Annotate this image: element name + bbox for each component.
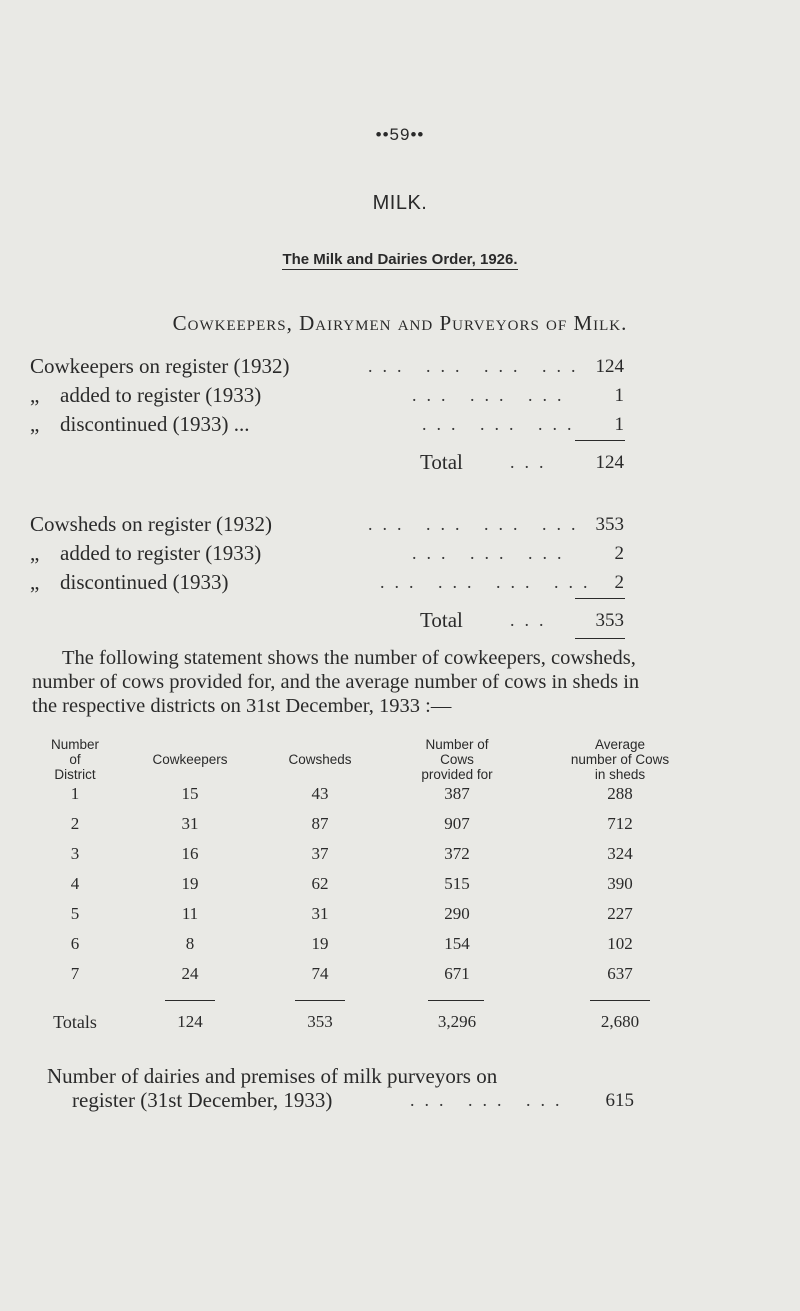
cowkeepers-row-value: 1 [614, 414, 624, 435]
cowsheds-total: 353 [307, 1012, 333, 1031]
cowkeepers-row-label: Cowkeepers on register (1932) [30, 354, 290, 378]
average-cows-cell: 324 [607, 844, 633, 863]
header-cows-provided: Number of Cows provided for [421, 737, 493, 782]
sum-rule [575, 638, 625, 639]
cowsheds-total-label: Total [420, 608, 463, 632]
cowsheds-row-value: 2 [614, 543, 624, 564]
average-cows-cell: 288 [607, 784, 633, 803]
ditto-mark: „ [30, 570, 40, 594]
cowkeepers-row-value: 124 [595, 356, 624, 377]
cowsheds-cell: 62 [311, 874, 329, 893]
cowkeepers-cell: 19 [181, 874, 199, 893]
cowsheds-row-label: added to register (1933) [60, 541, 262, 565]
sum-rule [295, 1000, 345, 1001]
cowsheds-cell: 31 [311, 904, 329, 923]
dairies-note-line: Number of dairies and premises of milk purveyors on [47, 1064, 498, 1088]
average-cows-cell: 637 [607, 964, 633, 983]
ditto-mark: „ [30, 541, 40, 565]
cowsheds-row [30, 570, 229, 595]
cowsheds-cell: 74 [311, 964, 329, 983]
leader-dots: ... ... ... [422, 414, 582, 434]
cowkeepers-cell: 15 [181, 784, 199, 803]
table-row [0, 964, 800, 994]
sum-rule [575, 598, 625, 599]
leader-dots: ... ... ... [410, 1090, 570, 1110]
average-cows-total: 2,680 [600, 1012, 640, 1031]
dairies-count: 615 [605, 1090, 634, 1111]
cows-provided-cell: 154 [444, 934, 470, 953]
table-row [0, 934, 800, 964]
header-cowkeepers: Cowkeepers [152, 752, 228, 767]
district-cell: 4 [70, 874, 80, 893]
cowsheds-cell: 87 [311, 814, 329, 833]
cows-provided-cell: 515 [444, 874, 470, 893]
cowkeepers-cell: 8 [185, 934, 195, 953]
district-cell: 3 [70, 844, 80, 863]
leader-dots: ... ... ... [412, 543, 572, 563]
cowkeepers-row-label: added to register (1933) [60, 383, 262, 407]
cowkeepers-row-value: 1 [614, 385, 624, 406]
cows-provided-total: 3,296 [437, 1012, 477, 1031]
table-row [0, 874, 800, 904]
cowkeepers-cell: 24 [181, 964, 199, 983]
cowsheds-cell: 19 [311, 934, 329, 953]
cowsheds-cell: 43 [311, 784, 329, 803]
sum-rule [428, 1000, 484, 1001]
table-row [0, 784, 800, 814]
table-row [0, 904, 800, 934]
statement-line: number of cows provided for, and the average number of cows in sheds in [32, 671, 640, 693]
cowkeepers-cell: 11 [181, 904, 199, 923]
sum-rule [575, 440, 625, 441]
average-cows-cell: 227 [607, 904, 633, 923]
district-cell: 5 [70, 904, 80, 923]
cowsheds-row-label: discontinued (1933) [60, 570, 229, 594]
leader-dots: ... ... ... ... [368, 514, 586, 534]
leader-dots: ... ... ... [412, 385, 572, 405]
cows-provided-cell: 372 [444, 844, 470, 863]
page-number: ••59•• [375, 125, 425, 144]
cows-provided-cell: 387 [444, 784, 470, 803]
cowsheds-row [30, 541, 261, 566]
cowsheds-total-value: 353 [595, 610, 624, 631]
cows-provided-cell: 290 [444, 904, 470, 923]
leader-dots: ... [510, 452, 554, 472]
average-cows-cell: 390 [607, 874, 633, 893]
cowkeepers-total-label: Total [420, 450, 463, 474]
ditto-mark: „ [30, 383, 40, 407]
statement-line: The following statement shows the number of cowkeepers, cowsheds, [62, 647, 636, 669]
average-cows-cell: 102 [607, 934, 633, 953]
sum-rule [165, 1000, 215, 1001]
district-cell: 2 [70, 814, 80, 833]
district-cell: 6 [70, 934, 80, 953]
cowkeepers-row [30, 412, 250, 437]
totals-label: Totals [53, 1012, 97, 1032]
sum-rule [590, 1000, 650, 1001]
section-heading: Cowkeepers, Dairymen and Purveyors of Milk. [172, 311, 628, 335]
cows-provided-cell: 907 [444, 814, 470, 833]
leader-dots: ... ... ... ... [368, 356, 586, 376]
totals-row [0, 1012, 800, 1042]
cowkeepers-cell: 31 [181, 814, 199, 833]
order-title [0, 251, 800, 268]
cowkeepers-total: 124 [177, 1012, 203, 1031]
table-row [0, 814, 800, 844]
dairies-note-line: register (31st December, 1933) [72, 1088, 333, 1112]
statement-paragraph [32, 646, 772, 718]
cowsheds-row-value: 2 [614, 572, 624, 593]
table-row [0, 844, 800, 874]
average-cows-cell: 712 [607, 814, 633, 833]
cowkeepers-row-label: discontinued (1933) ... [60, 412, 250, 436]
main-title: MILK. [372, 192, 428, 214]
leader-dots: ... ... ... ... [380, 572, 598, 592]
order-title-text: The Milk and Dairies Order, 1926. [282, 251, 518, 268]
table-body [0, 784, 800, 994]
statement-line: the respective districts on 31st December, 1933 :— [32, 695, 452, 717]
district-cell: 7 [70, 964, 80, 983]
district-cell: 1 [70, 784, 80, 803]
cowsheds-cell: 37 [311, 844, 329, 863]
ditto-mark: „ [30, 412, 40, 436]
header-cowsheds: Cowsheds [288, 752, 352, 767]
header-average-cows: Average number of Cows in sheds [570, 737, 670, 782]
cowsheds-row-label: Cowsheds on register (1932) [30, 512, 273, 536]
leader-dots: ... [510, 610, 554, 630]
cows-provided-cell: 671 [444, 964, 470, 983]
cowkeepers-row [30, 383, 261, 408]
header-number-of-district: Number of District [50, 737, 99, 782]
cowsheds-row-value: 353 [595, 514, 624, 535]
cowkeepers-total-value: 124 [595, 452, 624, 473]
cowkeepers-cell: 16 [181, 844, 199, 863]
